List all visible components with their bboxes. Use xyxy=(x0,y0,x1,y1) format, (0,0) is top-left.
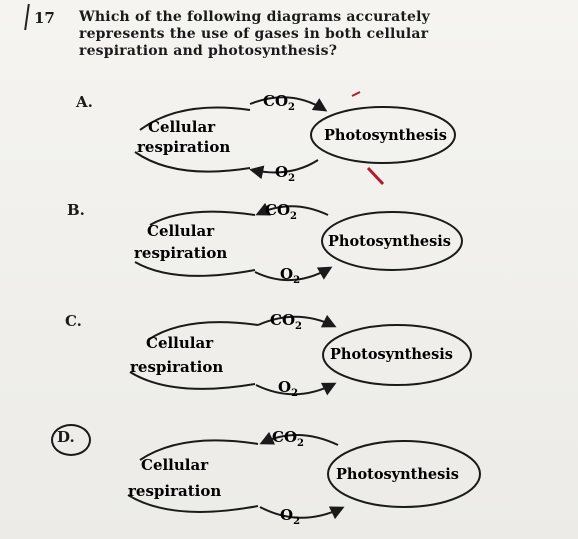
diagram-c-gas-bottom: $O_2$ xyxy=(278,378,299,399)
option-b-letter[interactable]: B. xyxy=(67,201,85,219)
diagram-d-gas-top: $CO_2$ xyxy=(272,428,304,449)
diagram-c-left-label-2: respiration xyxy=(130,358,224,376)
diagram-a-gas-bottom: $O_2$ xyxy=(275,163,296,184)
diagram-c-gas-top: $CO_2$ xyxy=(270,311,302,332)
diagram-a-gas-top: $CO_2$ xyxy=(263,92,295,113)
option-a-letter[interactable]: A. xyxy=(76,93,93,111)
pen-mark-red-small xyxy=(352,92,360,96)
diagram-d-right-label: Photosynthesis xyxy=(336,466,459,483)
diagram-a[interactable] xyxy=(135,92,455,184)
diagram-b[interactable] xyxy=(134,201,462,286)
diagram-a-left-label-1: Cellular xyxy=(148,118,216,136)
diagram-d-arrow-bottom xyxy=(260,507,342,518)
diagram-d[interactable] xyxy=(128,428,480,527)
question-number: 17 xyxy=(34,9,55,27)
diagram-b-left-oval-bottom xyxy=(135,262,255,276)
diagram-c-right-label: Photosynthesis xyxy=(330,346,453,363)
diagram-b-gas-bottom: $O_2$ xyxy=(280,265,301,286)
diagram-c-left-label-1: Cellular xyxy=(146,334,214,352)
question-line-1: Which of the following diagrams accurately xyxy=(79,9,430,25)
diagram-c[interactable] xyxy=(130,311,471,399)
pen-mark-red xyxy=(368,168,383,184)
diagram-d-gas-bottom: $O_2$ xyxy=(280,506,301,527)
option-d-letter[interactable]: D. xyxy=(57,428,75,446)
option-c-letter[interactable]: C. xyxy=(65,312,82,330)
question-line-2: represents the use of gases in both cellular xyxy=(79,26,429,42)
diagram-a-left-label-2: respiration xyxy=(137,138,231,156)
question-line-3: respiration and photosynthesis? xyxy=(79,43,338,59)
diagram-b-gas-top: $CO_2$ xyxy=(265,201,297,222)
diagram-b-left-label-1: Cellular xyxy=(147,222,215,240)
diagram-d-left-label-1: Cellular xyxy=(141,456,209,474)
diagram-b-right-label: Photosynthesis xyxy=(328,233,451,250)
diagram-d-left-label-2: respiration xyxy=(128,482,222,500)
diagram-a-right-label: Photosynthesis xyxy=(324,127,447,144)
diagram-b-left-label-2: respiration xyxy=(134,244,228,262)
